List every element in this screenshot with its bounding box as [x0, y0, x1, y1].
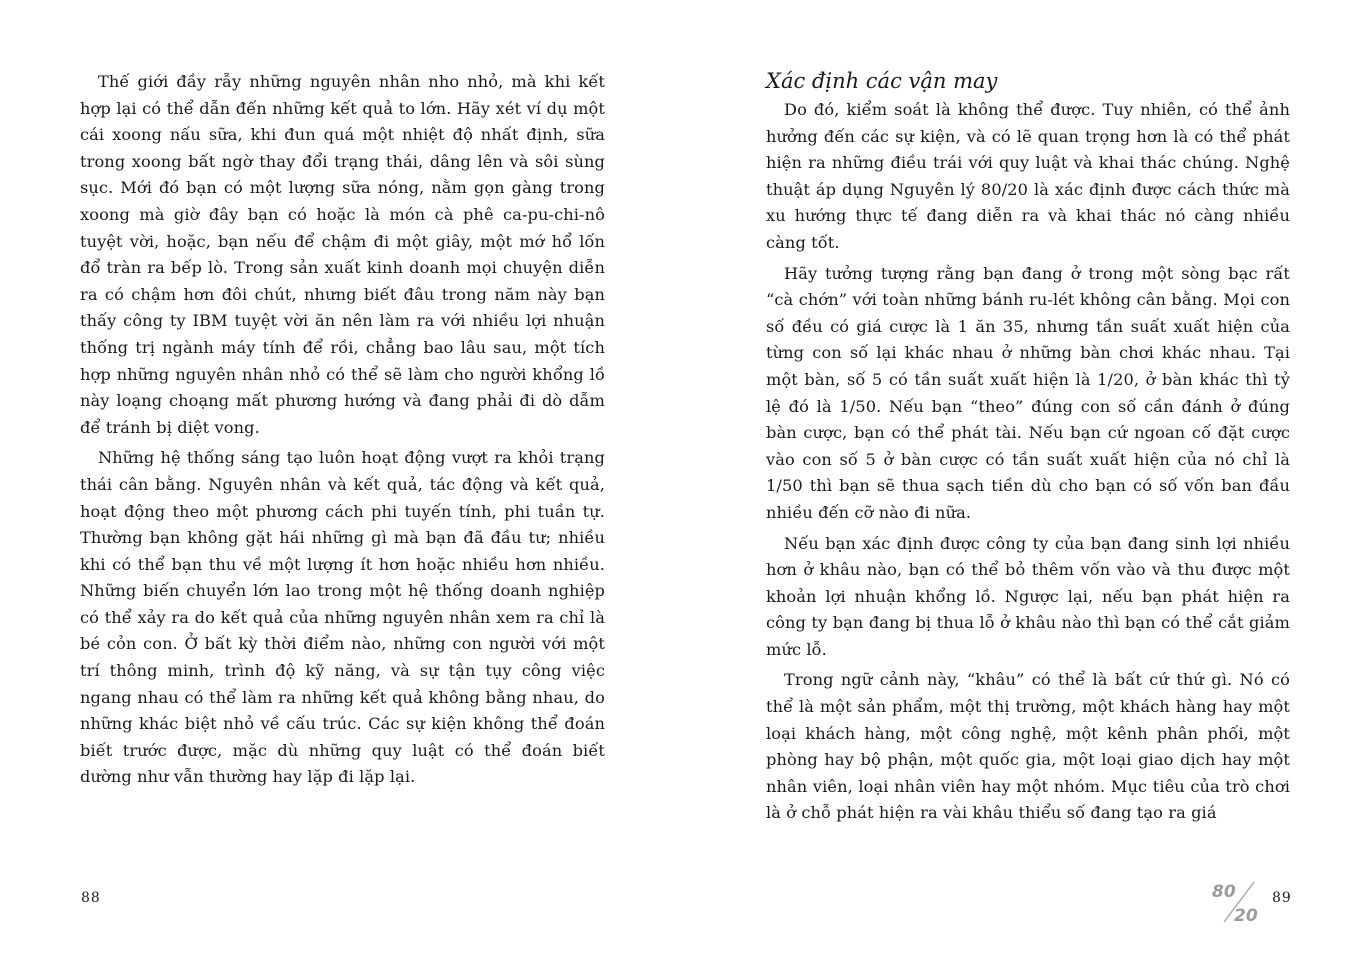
- page-number-left: 88: [81, 890, 101, 906]
- right-page: [766, 0, 1290, 823]
- body-paragraph: Những hệ thống sáng tạo luôn hoạt động vượt ra khỏi trạng thái cân bằng. Nguyên nhân và kết quả, tác động và kết quả, hoạt động theo một phương cách phi tuyến tính, phi tuần tự. Thường bạn không gặt hái những gì mà bạn đã đầu tư; nhiều khi có thể bạn thu về một lượng ít hơn hoặc nhiều hơn nhiều. Những biến chuyển lớn lao trong một hệ thống doanh nghiệp có thể xảy ra do kết quả của những nguyên nhân xem ra chỉ là bé cỏn con. Ở bất kỳ thời điểm nào, những con người với một trí thông minh, trình độ kỹ năng, và sự tận tụy công việc ngang nhau có thể làm ra những kết quả không bằng nhau, do những khác biệt nhỏ về cấu trúc. Các sự kiện không thể đoán biết trước được, mặc dù những quy luật có thể đoán biết dường như vẫn thường hay lặp đi lặp lại.: [80, 448, 605, 787]
- left-page: [80, 0, 605, 791]
- body-paragraph: Do đó, kiểm soát là không thể được. Tuy nhiên, có thể ảnh hưởng đến các sự kiện, và có lẽ quan trọng hơn là có thể phát hiện ra những điều trái với quy luật và khai thác chúng. Nghệ thuật áp dụng Nguyên lý 80/20 là xác định được cách thức mà xu hướng thực tế đang diễn ra và khai thác nó càng nhiều càng tốt.: [766, 100, 1290, 252]
- body-paragraph: Hãy tưởng tượng rằng bạn đang ở trong một sòng bạc rất “cà chớn” với toàn những bánh ru-lét không cân bằng. Mọi con số đều có giá cược là 1 ăn 35, nhưng tần suất xuất hiện của từng con số lại khác nhau ở những bàn chơi khác nhau. Tại một bàn, số 5 có tần suất xuất hiện là 1/20, ở bàn khác thì tỷ lệ đó là 1/50. Nếu bạn “theo” đúng con số cần đánh ở đúng bàn cược, bạn có thể phát tài. Nếu bạn cứ ngoan cố đặt cược vào con số 5 ở bàn cược có tần suất xuất hiện của nó chỉ là 1/50 thì bạn sẽ thua sạch tiền dù cho bạn có số vốn ban đầu nhiều đến cỡ nào đi nữa.: [766, 263, 1290, 522]
- section-heading: Xác định các vận may: [766, 69, 998, 93]
- book-logo: [1210, 878, 1266, 924]
- body-paragraph: Thế giới đầy rẫy những nguyên nhân nho nhỏ, mà khi kết hợp lại có thể dẫn đến những kết quả to lớn. Hãy xét ví dụ một cái xoong nấu sữa, khi đun quá một nhiệt độ nhất định, sữa trong xoong bất ngờ thay đổi trạng thái, dâng lên và sôi sùng sục. Mới đó bạn có một lượng sữa nóng, nằm gọn gàng trong xoong mà giờ đây bạn có hoặc là món cà phê ca-pu-chi-nô tuyệt vời, hoặc, bạn nếu để chậm đi một giây, một mớ hổ lốn đổ tràn ra bếp lò. Trong sản xuất kinh doanh mọi chuyện diễn ra có chậm hơn đôi chút, nhưng biết đâu trong năm này bạn thấy công ty IBM tuyệt vời ăn nên làm ra với nhiều lợi nhuận thống trị ngành máy tính để rồi, chẳng bao lâu sau, một tích hợp những nguyên nhân nhỏ có thể sẽ làm cho người khổng lồ này loạng choạng mất phương hướng và đang phải đi dò dẫm để tránh bị diệt vong.: [80, 72, 605, 437]
- logo-top-number: 80: [1212, 882, 1236, 902]
- body-paragraph: Trong ngữ cảnh này, “khâu” có thể là bất cứ thứ gì. Nó có thể là một sản phẩm, một thị trường, một khách hàng hay một loại khách hàng, một công nghệ, một kênh phân phối, một phòng hay bộ phận, một quốc gia, một loại giao dịch hay một nhân viên, loại nhân viên hay một nhóm. Mục tiêu của trò chơi là ở chỗ phát hiện ra vài khâu thiểu số đang tạo ra giá: [766, 670, 1290, 823]
- page-number-right: 89: [1272, 890, 1292, 906]
- body-paragraph: Nếu bạn xác định được công ty của bạn đang sinh lợi nhiều hơn ở khâu nào, bạn có thể bỏ thêm vốn vào và thu được một khoản lợi nhuận khổng lồ. Ngược lại, nếu bạn phát hiện ra công ty bạn đang bị thua lỗ ở khâu nào thì bạn có thể cắt giảm mức lỗ.: [766, 533, 1290, 659]
- logo-bottom-number: 20: [1234, 906, 1258, 926]
